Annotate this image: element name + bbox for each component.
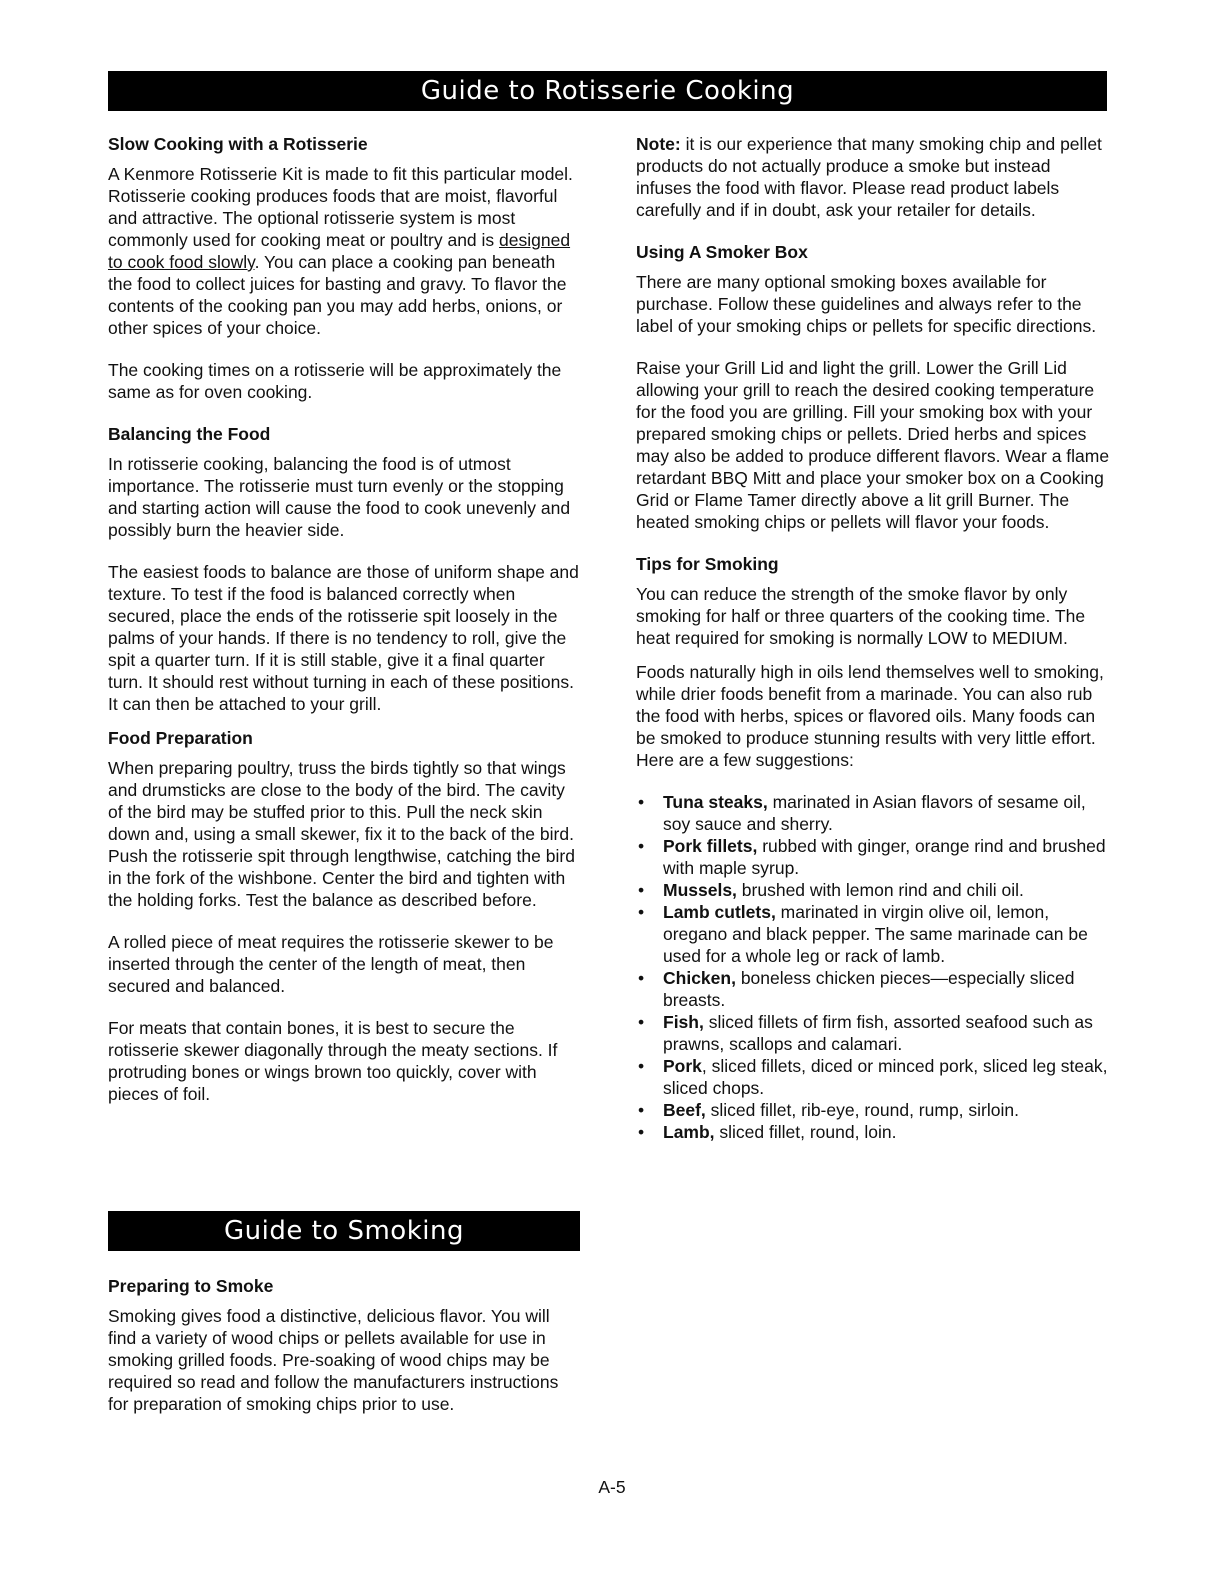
note-paragraph: Note: it is our experience that many smoking chip and pellet products do not actually produce a smoke but instead infuses the food with flavor. Please read product labels carefully and if in doubt, ask your retailer for details. (636, 134, 1102, 220)
bullet-icon: • (638, 880, 645, 900)
list-item-label: Lamb cutlets, (663, 902, 776, 922)
tips-paragraph-2: Foods naturally high in oils lend themselves well to smoking, while drier foods benefit from a marinade. You can also rub the food with herbs, spices or flavored oils. Many foods can be smoked to produce stunning results with very little effort. Here are a few suggestions: (636, 662, 1104, 770)
bullet-icon: • (638, 1012, 645, 1032)
list-item-label: Pork (663, 1056, 702, 1076)
suggestions-list (636, 791, 1110, 1143)
list-item-label: Mussels, (663, 880, 737, 900)
tips-heading: Tips for Smoking (636, 554, 779, 574)
list-item-text: sliced fillet, rib-eye, round, rump, sirloin. (705, 1100, 1019, 1120)
list-item-text: , sliced fillets, diced or minced pork, sliced leg steak, sliced chops. (663, 1056, 1108, 1098)
list-item (636, 879, 1110, 901)
list-item-text: marinated in Asian flavors of sesame oil, soy sauce and sherry. (663, 792, 1086, 834)
right-column (636, 133, 1110, 1143)
bullet-icon: • (638, 1100, 645, 1120)
list-item (636, 1055, 1110, 1099)
food-prep-paragraph-1: When preparing poultry, truss the birds tightly so that wings and drumsticks are close to the body of the bird. The cavity of the bird may be stuffed prior to this. Pull the neck skin down and, using a small skewer, fix it to the back of the bird. Push the rotisserie spit through lengthwise, catching the bird in the fork of the wishbone. Center the bird and tighten with the holding forks. Test the balance as described before. (108, 758, 575, 910)
food-prep-paragraph-2: A rolled piece of meat requires the rotisserie skewer to be inserted through the center of the length of meat, then secured and balanced. (108, 932, 554, 996)
bullet-icon: • (638, 792, 645, 812)
page-number: A-5 (598, 1477, 626, 1497)
list-item-text: sliced fillet, round, loin. (714, 1122, 897, 1142)
left-column-bottom (108, 1275, 582, 1435)
bullet-icon: • (638, 968, 645, 988)
list-item (636, 1121, 1110, 1143)
bullet-icon: • (638, 1122, 645, 1142)
balancing-paragraph-1: In rotisserie cooking, balancing the food is of utmost importance. The rotisserie must turn evenly or the stopping and starting action will cause the food to cook unevenly and possibly burn the heavier side. (108, 454, 571, 540)
slow-cooking-heading: Slow Cooking with a Rotisserie (108, 134, 368, 154)
list-item (636, 791, 1110, 835)
list-item-label: Chicken, (663, 968, 736, 988)
balancing-paragraph-2: The easiest foods to balance are those of uniform shape and texture. To test if the food is balanced correctly when secured, place the ends of the rotisserie spit loosely in the palms of your hands. If there is no tendency to roll, give the spit a quarter turn. If it is still stable, give it a final quarter turn. It should rest without turning in each of these positions. It can then be attached to your grill. (108, 562, 579, 714)
list-item (636, 901, 1110, 967)
note-label: Note: (636, 134, 681, 154)
cooking-times-paragraph: The cooking times on a rotisserie will be approximately the same as for oven cooking. (108, 360, 562, 402)
list-item-text: rubbed with ginger, orange rind and brushed with maple syrup. (663, 836, 1106, 878)
smoker-box-paragraph-2: Raise your Grill Lid and light the grill. Lower the Grill Lid allowing your grill to reach the desired cooking temperature for the food you are grilling. Fill your smoking box with your prepared smoking chips or pellets. Dried herbs and spices may also be added to produce different flavors. Wear a flame retardant BBQ Mitt and place your smoker box on a Cooking Grid or Flame Tamer directly above a lit grill Burner. The heated smoking chips or pellets will flavor your foods. (636, 358, 1110, 532)
list-item-text: brushed with lemon rind and chili oil. (736, 880, 1024, 900)
preparing-to-smoke-paragraph: Smoking gives food a distinctive, delicious flavor. You will find a variety of wood chips or pellets available for use in smoking grilled foods. Pre-soaking of wood chips may be required so read and follow the manufacturers instructions for preparation of smoking chips prior to use. (108, 1306, 559, 1414)
bullet-icon: • (638, 836, 645, 856)
smoker-box-paragraph-1: There are many optional smoking boxes available for purchase. Follow these guidelines and always refer to the label of your smoking chips or pellets for specific directions. (636, 272, 1097, 336)
balancing-heading: Balancing the Food (108, 424, 271, 444)
food-prep-paragraph-3: For meats that contain bones, it is best to secure the rotisserie skewer diagonally through the meaty sections. If protruding bones or wings brown too quickly, cover with pieces of foil. (108, 1018, 558, 1104)
left-column (108, 133, 582, 1125)
list-item-label: Fish, (663, 1012, 704, 1032)
list-item-text: marinated in virgin olive oil, lemon, oregano and black pepper. The same marinade can be used for a whole leg or rack of lamb. (663, 902, 1088, 966)
smoking-section-title: Guide to Smoking (108, 1211, 580, 1251)
list-item-label: Pork fillets, (663, 836, 758, 856)
list-item-label: Tuna steaks, (663, 792, 768, 812)
page-title: Guide to Rotisserie Cooking (108, 71, 1107, 111)
list-item (636, 1099, 1110, 1121)
list-item-label: Lamb, (663, 1122, 715, 1142)
tips-paragraph-1: You can reduce the strength of the smoke flavor by only smoking for half or three quarters of the cooking time. The heat required for smoking is normally LOW to MEDIUM. (636, 584, 1086, 648)
list-item-label: Beef, (663, 1100, 706, 1120)
list-item (636, 967, 1110, 1011)
list-item-text: boneless chicken pieces—especially sliced breasts. (663, 968, 1075, 1010)
slow-cooking-emphasis: designed to cook food slowly (108, 230, 571, 272)
bullet-icon: • (638, 902, 645, 922)
bullet-icon: • (638, 1056, 645, 1076)
slow-cooking-paragraph: A Kenmore Rotisserie Kit is made to fit this particular model. Rotisserie cooking produces foods that are moist, flavorful and attractive. The optional rotisserie system is most commonly used for cooking meat or poultry and is designed to cook food slowly. You can place a cooking pan beneath the food to collect juices for basting and gravy. To flavor the contents of the cooking pan you may add herbs, onions, or other spices of your choice. (108, 164, 573, 338)
food-prep-heading: Food Preparation (108, 728, 253, 748)
smoker-box-heading: Using A Smoker Box (636, 242, 808, 262)
list-item-text: sliced fillets of firm fish, assorted seafood such as prawns, scallops and calamari. (663, 1012, 1093, 1054)
preparing-to-smoke-heading: Preparing to Smoke (108, 1276, 274, 1296)
list-item (636, 1011, 1110, 1055)
list-item (636, 835, 1110, 879)
